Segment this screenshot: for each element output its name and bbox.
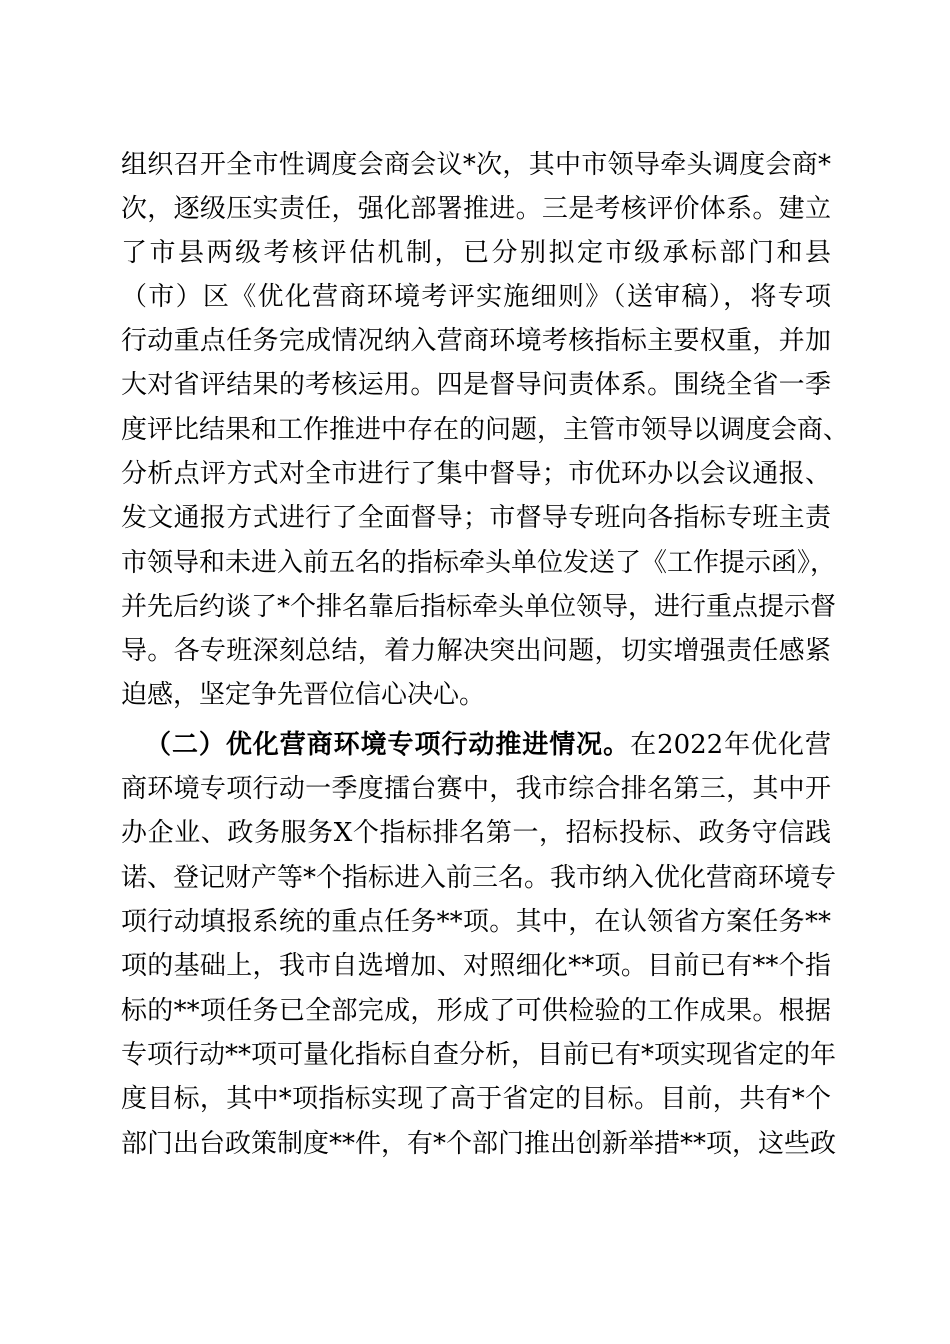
text-line: 度目标，其中*项指标实现了高于省定的目标。目前，共有*个 [121, 1084, 831, 1114]
text-line: 次，逐级压实责任，强化部署推进。三是考核评价体系。建立 [121, 194, 831, 224]
section-heading: （二）优化营商环境专项行动推进情况。 [145, 730, 631, 760]
text-line: 组织召开全市性调度会商会议*次，其中市领导牵头调度会商* [121, 150, 831, 180]
text-line: 商环境专项行动一季度擂台赛中，我市综合排名第三，其中开 [121, 774, 831, 804]
text-line: 了市县两级考核评估机制，已分别拟定市级承标部门和县 [121, 238, 831, 268]
text-line: 专项行动**项可量化指标自查分析，目前已有*项实现省定的年 [121, 1040, 837, 1070]
text-line: 并先后约谈了*个排名靠后指标牵头单位领导，进行重点提示督 [121, 592, 837, 622]
text-line: 行动重点任务完成情况纳入营商环境考核指标主要权重，并加 [121, 326, 831, 356]
text-span: 在2022年优化营 [630, 730, 831, 760]
text-line: 项行动填报系统的重点任务**项。其中，在认领省方案任务** [121, 907, 831, 937]
text-line: 导。各专班深刻总结，着力解决突出问题，切实增强责任感紧 [121, 636, 831, 666]
text-line: 大对省评结果的考核运用。四是督导问责体系。围绕全省一季 [121, 370, 831, 400]
text-line: 诺、登记财产等*个指标进入前三名。我市纳入优化营商环境专 [121, 863, 837, 893]
text-line: 部门出台政策制度**件，有*个部门推出创新举措**项，这些政 [121, 1129, 837, 1159]
text-line: 分析点评方式对全市进行了集中督导；市优环办以会议通报、 [121, 459, 831, 489]
text-line: 办企业、政务服务X个指标排名第一，招标投标、政务守信践 [121, 818, 831, 848]
paragraph-2-first-line [145, 723, 831, 767]
text-line: 市领导和未进入前五名的指标牵头单位发送了《工作提示函》， [121, 548, 837, 578]
text-line: 发文通报方式进行了全面督导；市督导专班向各指标专班主责 [121, 503, 831, 533]
text-line: 项的基础上，我市自选增加、对照细化**项。目前已有**个指 [121, 951, 831, 981]
text-line: 迫感，坚定争先晋位信心决心。 [121, 680, 486, 710]
text-line: （市）区《优化营商环境考评实施细则》（送审稿），将专项 [121, 282, 831, 312]
text-line: 标的**项任务已全部完成，形成了可供检验的工作成果。根据 [121, 996, 831, 1026]
text-line: 度评比结果和工作推进中存在的问题，主管市领导以调度会商、 [121, 415, 850, 445]
